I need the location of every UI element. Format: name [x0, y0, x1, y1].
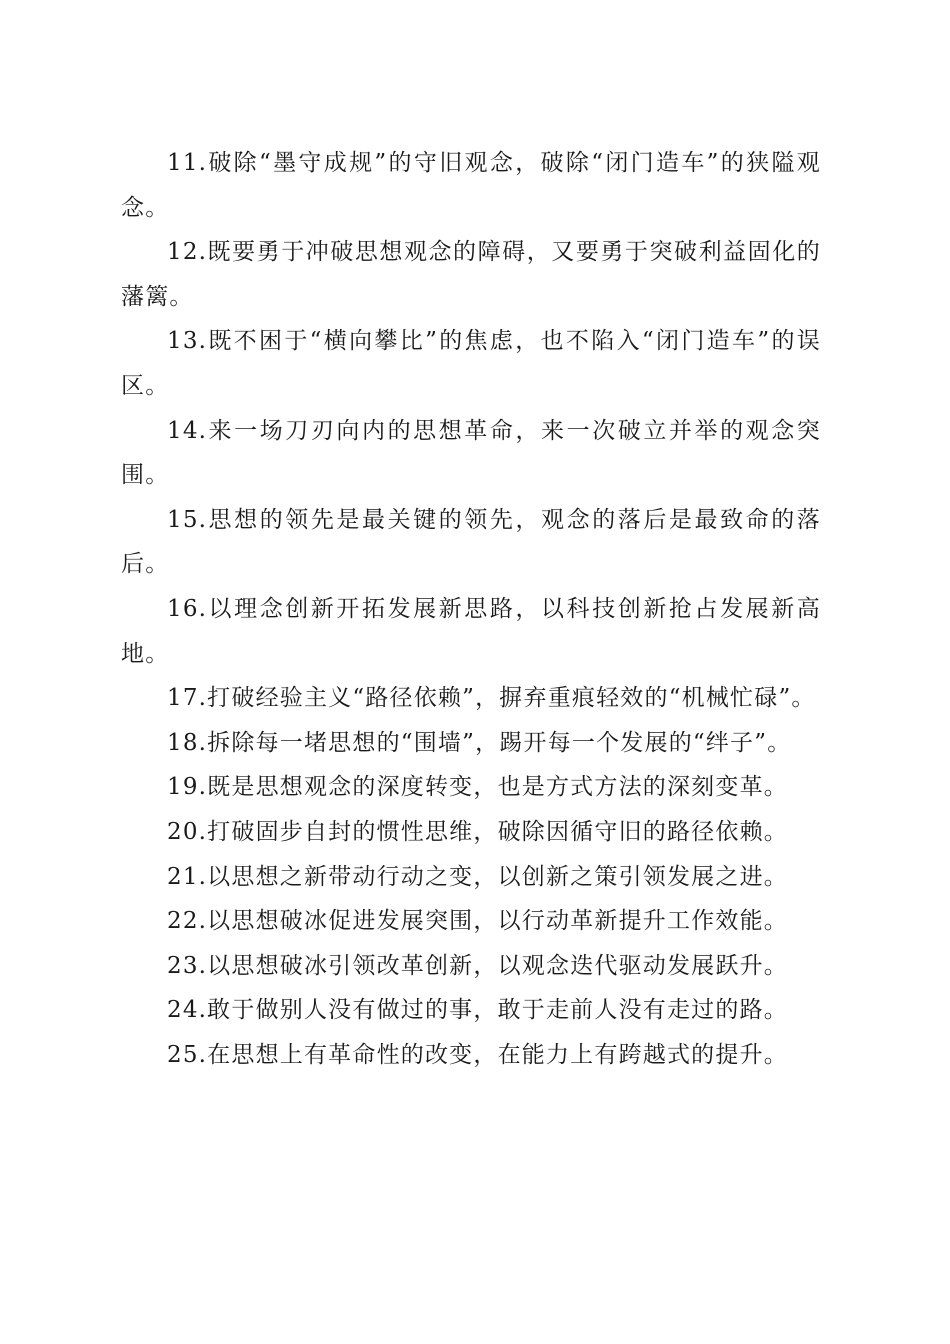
paragraph-15: 15.思想的领先是最关键的领先，观念的落后是最致命的落后。 — [121, 506, 821, 578]
paragraph-13: 13.既不困于“横向攀比”的焦虑，也不陷入“闭门造车”的误区。 — [121, 328, 821, 399]
paragraph-22: 22.以思想破冰促进发展突围，以行动革新提升工作效能。 — [167, 908, 788, 935]
paragraph-18: 18.拆除每一堵思想的“围墙”，踢开每一个发展的“绊子”。 — [167, 729, 792, 756]
paragraph-24: 24.敢于做别人没有做过的事，敢于走前人没有走过的路。 — [167, 997, 788, 1024]
paragraph-19: 19.既是思想观念的深度转变，也是方式方法的深刻变革。 — [167, 774, 788, 801]
paragraph-16: 16.以理念创新开拓发展新思路，以科技创新抢占发展新高地。 — [121, 595, 821, 667]
paragraph-20: 20.打破固步自封的惯性思维，破除因循守旧的路径依赖。 — [167, 818, 788, 845]
paragraph-21: 21.以思想之新带动行动之变，以创新之策引领发展之进。 — [167, 863, 788, 890]
document-body — [121, 141, 821, 1077]
paragraph-12: 12.既要勇于冲破思想观念的障碍，又要勇于突破利益固化的藩篱。 — [121, 239, 821, 310]
paragraph-17: 17.打破经验主义“路径依赖”，摒弃重痕轻效的“机械忙碌”。 — [167, 685, 816, 712]
paragraph-14: 14.来一场刀刃向内的思想革命，来一次破立并举的观念突围。 — [121, 417, 821, 489]
paragraph-25: 25.在思想上有革命性的改变，在能力上有跨越式的提升。 — [167, 1041, 788, 1068]
paragraph-23: 23.以思想破冰引领改革创新，以观念迭代驱动发展跃升。 — [167, 952, 788, 979]
paragraph-11: 11.破除“墨守成规”的守旧观念，破除“闭门造车”的狭隘观念。 — [121, 150, 821, 221]
